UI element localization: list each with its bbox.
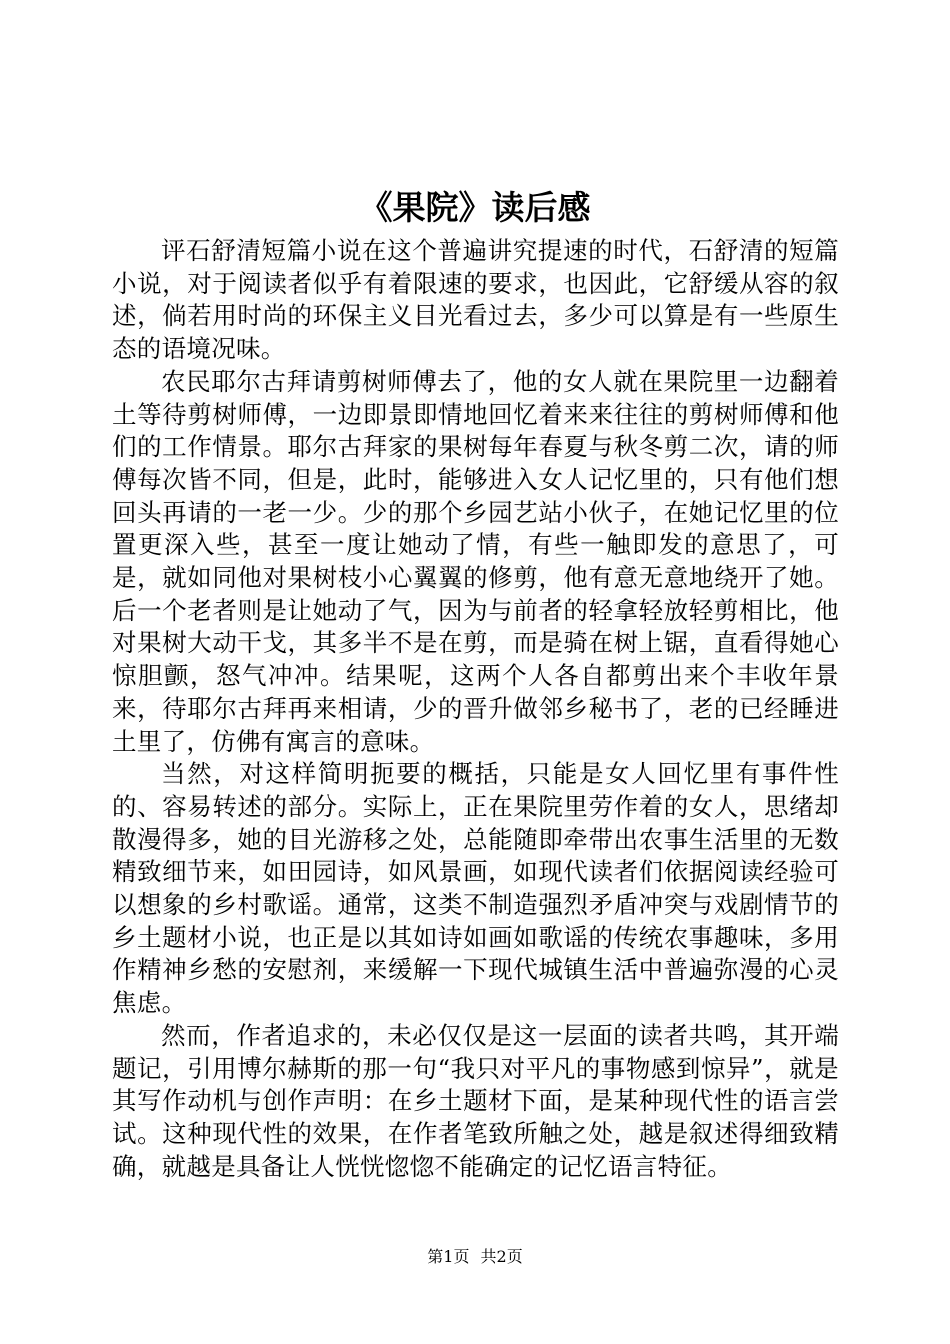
paragraph-4: 然而，作者追求的，未必仅仅是这一层面的读者共鸣，其开端题记，引用博尔赫斯的那一句“我只对平凡的事物感到惊异”，就是其写作动机与创作声明：在乡土题材下面，是某种现代性的语言尝试。这种现代性的效果，在作者笔致所触之处，越是叙述得细致精确，就越是具备让人恍恍惚惚不能确定的记忆语言特征。 (112, 1020, 839, 1181)
paragraph-3: 当然，对这样简明扼要的概括，只能是女人回忆里有事件性的、容易转述的部分。实际上，正在果院里劳作着的女人，思绪却散漫得多，她的目光游移之处，总能随即牵带出农事生活里的无数精致细节来，如田园诗，如风景画，如现代读者们依据阅读经验可以想象的乡村歌谣。通常，这类不制造强烈矛盾冲突与戏剧情节的乡土题材小说，也正是以其如诗如画如歌谣的传统农事趣味，多用作精神乡愁的安慰剂，来缓解一下现代城镇生活中普遍弥漫的心灵焦虑。 (112, 759, 839, 1018)
page-total: 共2页 (480, 1247, 523, 1266)
document-title: 《果院》读后感 (359, 188, 591, 227)
paragraph-1: 评石舒清短篇小说在这个普遍讲究提速的时代，石舒清的短篇小说，对于阅读者似乎有着限速的要求，也因此，它舒缓从容的叙述，倘若用时尚的环保主义目光看过去，多少可以算是有一些原生态的语境况味。 (112, 236, 839, 364)
page-footer (0, 1247, 950, 1267)
page-number: 第1页 (427, 1247, 470, 1266)
paragraph-2: 农民耶尔古拜请剪树师傅去了，他的女人就在果院里一边翻着土等待剪树师傅，一边即景即情地回忆着来来往往的剪树师傅和他们的工作情景。耶尔古拜家的果树每年春夏与秋冬剪二次，请的师傅每次皆不同，但是，此时，能够进入女人记忆里的，只有他们想回头再请的一老一少。少的那个乡园艺站小伙子，在她记忆里的位置更深入些，甚至一度让她动了情，有些一触即发的意思了，可是，就如同他对果树枝小心翼翼的修剪，他有意无意地绕开了她。后一个老者则是让她动了气，因为与前者的轻拿轻放轻剪相比，他对果树大动干戈，其多半不是在剪，而是骑在树上锯，直看得她心惊胆颤，怒气冲冲。结果呢，这两个人各自都剪出来个丰收年景来，待耶尔古拜再来相请，少的晋升做邻乡秘书了，老的已经睡进土里了，仿佛有寓言的意味。 (112, 366, 839, 756)
document-body (112, 235, 839, 1183)
